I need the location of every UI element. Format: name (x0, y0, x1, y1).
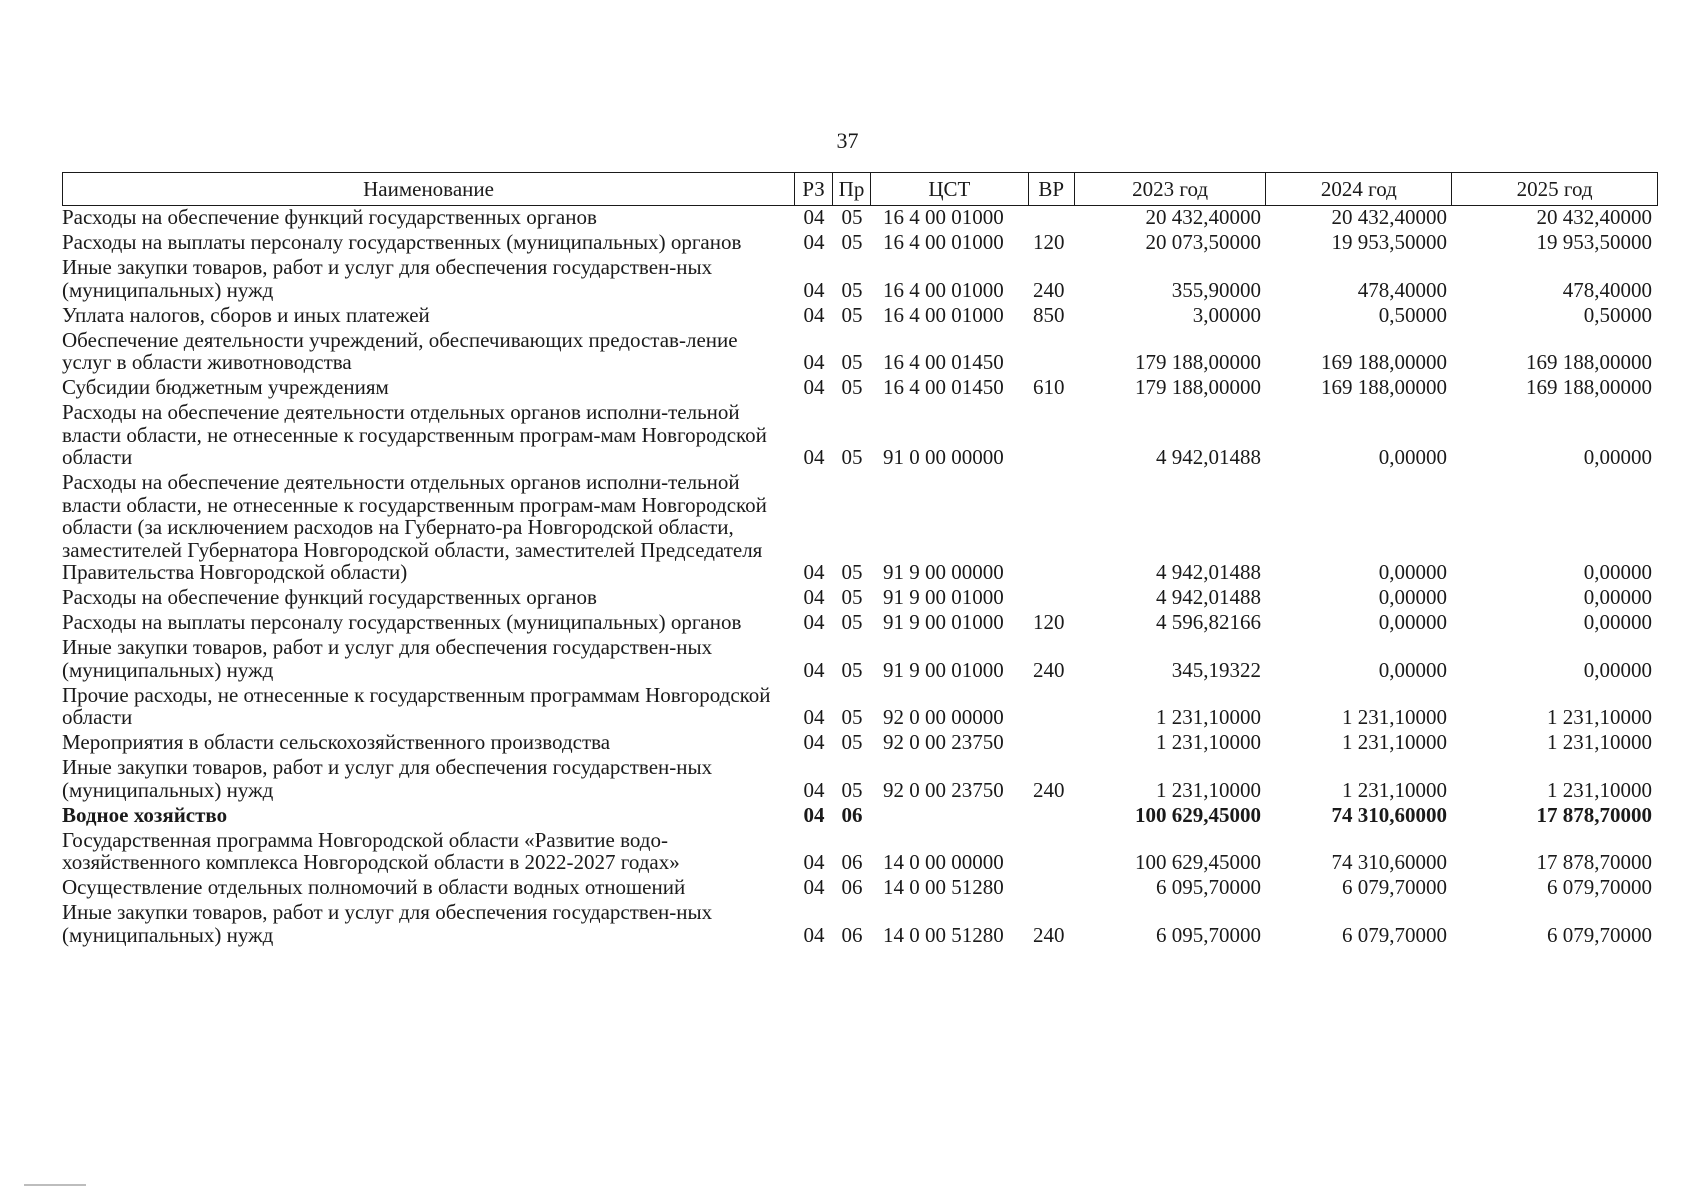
cell-rz: 04 (803, 302, 825, 327)
table-row (62, 731, 1658, 754)
cell-rz: 04 (803, 350, 825, 374)
cell-cst: 16 4 00 01000 (883, 302, 1004, 327)
cell-2023: 3,00000 (1192, 302, 1261, 327)
cell-name: Водное хозяйство (62, 802, 228, 827)
cell-pr: 05 (841, 230, 863, 254)
cell-cst: 16 4 00 01450 (883, 350, 1004, 374)
cell-2023: 4 942,01488 (1156, 585, 1261, 609)
table-row (62, 256, 1658, 301)
cell-rz: 04 (803, 850, 825, 874)
cell-2024: 20 432,40000 (1331, 205, 1447, 229)
cell-name: Обеспечение деятельности учреждений, обеспечивающих предостав-ление услуг в области животноводства (62, 327, 738, 374)
cell-name: Расходы на выплаты персоналу государственных (муниципальных) органов (62, 230, 742, 254)
cell-2025: 0,00000 (1583, 560, 1652, 584)
cell-cst: 14 0 00 51280 (883, 922, 1004, 947)
cell-cst: 16 4 00 01450 (883, 375, 1004, 399)
cell-vr: 240 (1033, 657, 1065, 682)
cell-2024: 0,00000 (1378, 560, 1447, 584)
cell-cst: 91 0 00 00000 (883, 445, 1004, 469)
cell-2025: 20 432,40000 (1536, 205, 1652, 229)
header-2024: 2024 год (1266, 173, 1452, 205)
cell-2023: 20 432,40000 (1145, 205, 1261, 229)
cell-2025: 0,00000 (1583, 610, 1652, 634)
cell-pr: 05 (841, 302, 863, 327)
cell-name: Расходы на обеспечение функций государственных органов (62, 205, 597, 229)
table-row (62, 876, 1658, 899)
cell-2023: 1 231,10000 (1156, 730, 1261, 754)
cell-cst: 16 4 00 01000 (883, 205, 1004, 229)
cell-name: Мероприятия в области сельскохозяйственного производства (62, 730, 611, 754)
cell-rz: 04 (803, 445, 825, 469)
cell-rz: 04 (803, 777, 825, 802)
cell-2023: 4 596,82166 (1156, 610, 1261, 634)
cell-2025: 169 188,00000 (1526, 375, 1652, 399)
table-row (62, 586, 1658, 609)
header-cst: ЦСТ (871, 173, 1029, 205)
cell-2024: 6 079,70000 (1342, 875, 1447, 899)
cell-rz: 04 (803, 705, 825, 729)
table-row (62, 804, 1658, 827)
cell-cst: 14 0 00 51280 (883, 875, 1004, 899)
cell-pr: 06 (841, 875, 863, 899)
cell-2024: 169 188,00000 (1321, 350, 1447, 374)
cell-2025: 6 079,70000 (1547, 922, 1652, 947)
cell-cst: 92 0 00 00000 (883, 705, 1004, 729)
scan-artifact (24, 1184, 86, 1186)
cell-pr: 05 (841, 657, 863, 682)
cell-name: Расходы на обеспечение функций государственных органов (62, 585, 597, 609)
cell-2023: 4 942,01488 (1156, 560, 1261, 584)
cell-pr: 06 (841, 802, 863, 827)
cell-2025: 478,40000 (1562, 277, 1652, 302)
cell-2025: 1 231,10000 (1547, 777, 1652, 802)
cell-2023: 355,90000 (1171, 277, 1261, 302)
cell-vr: 610 (1033, 375, 1065, 399)
cell-cst: 92 0 00 23750 (883, 777, 1004, 802)
cell-cst: 91 9 00 00000 (883, 560, 1004, 584)
table-row (62, 401, 1658, 469)
cell-rz: 04 (803, 277, 825, 302)
table-row (62, 471, 1658, 584)
cell-vr: 120 (1033, 610, 1065, 634)
cell-name: Иные закупки товаров, работ и услуг для обеспечения государствен-ных (муниципальных) нужд (62, 900, 713, 947)
cell-2025: 1 231,10000 (1547, 730, 1652, 754)
cell-vr: 850 (1033, 302, 1065, 327)
table-row (62, 231, 1658, 254)
cell-2025: 0,00000 (1583, 657, 1652, 682)
cell-pr: 06 (841, 850, 863, 874)
cell-pr: 05 (841, 777, 863, 802)
table-row (62, 329, 1658, 374)
cell-2024: 478,40000 (1357, 277, 1447, 302)
header-rz: РЗ (795, 173, 833, 205)
cell-pr: 05 (841, 610, 863, 634)
cell-pr: 05 (841, 277, 863, 302)
cell-name: Расходы на обеспечение деятельности отдельных органов исполни-тельной власти области, не отнесенные к государственным програм-мам Новгородской области (за исключением расходов на Губернато-ра Новгородской области, заместителей Губернатора Новгородской области, заместителей Председателя Правительства Новгородской области) (62, 470, 767, 584)
cell-rz: 04 (803, 802, 825, 827)
cell-2024: 19 953,50000 (1331, 230, 1447, 254)
cell-pr: 05 (841, 445, 863, 469)
page-number: 37 (836, 128, 859, 153)
cell-rz: 04 (803, 585, 825, 609)
cell-2024: 0,00000 (1378, 610, 1447, 634)
cell-2024: 0,50000 (1378, 302, 1447, 327)
header-2023: 2023 год (1075, 173, 1267, 205)
table-row (62, 756, 1658, 801)
cell-2024: 169 188,00000 (1321, 375, 1447, 399)
cell-2024: 0,00000 (1378, 585, 1447, 609)
header-name: Наименование (63, 173, 795, 205)
cell-rz: 04 (803, 560, 825, 584)
cell-cst: 92 0 00 23750 (883, 730, 1004, 754)
cell-pr: 05 (841, 375, 863, 399)
cell-2025: 0,00000 (1583, 445, 1652, 469)
cell-name: Расходы на обеспечение деятельности отдельных органов исполни-тельной власти области, не отнесенные к государственным програм-мам Новгородской области (62, 400, 767, 469)
cell-2023: 179 188,00000 (1135, 375, 1261, 399)
table-row (62, 376, 1658, 399)
cell-2024: 74 310,60000 (1331, 802, 1447, 827)
cell-vr: 120 (1033, 230, 1065, 254)
cell-name: Уплата налогов, сборов и иных платежей (62, 302, 430, 327)
cell-rz: 04 (803, 375, 825, 399)
header-vr: ВР (1029, 173, 1075, 205)
cell-rz: 04 (803, 875, 825, 899)
cell-pr: 06 (841, 922, 863, 947)
cell-rz: 04 (803, 205, 825, 229)
cell-2023: 20 073,50000 (1145, 230, 1261, 254)
cell-rz: 04 (803, 657, 825, 682)
cell-2025: 19 953,50000 (1536, 230, 1652, 254)
cell-pr: 05 (841, 350, 863, 374)
cell-pr: 05 (841, 730, 863, 754)
cell-pr: 05 (841, 705, 863, 729)
cell-name: Иные закупки товаров, работ и услуг для обеспечения государствен-ных (муниципальных) нужд (62, 755, 713, 802)
table-row (62, 304, 1658, 327)
cell-2024: 1 231,10000 (1342, 705, 1447, 729)
table-row (62, 829, 1658, 874)
cell-2025: 1 231,10000 (1547, 705, 1652, 729)
cell-2023: 345,19322 (1171, 657, 1261, 682)
cell-vr: 240 (1033, 922, 1065, 947)
cell-name: Осуществление отдельных полномочий в области водных отношений (62, 875, 686, 899)
cell-2025: 17 878,70000 (1536, 850, 1652, 874)
cell-2023: 100 629,45000 (1135, 850, 1261, 874)
cell-2025: 0,00000 (1583, 585, 1652, 609)
cell-2024: 0,00000 (1378, 445, 1447, 469)
cell-vr: 240 (1033, 277, 1065, 302)
table-row (62, 636, 1658, 681)
cell-2024: 6 079,70000 (1342, 922, 1447, 947)
cell-2023: 6 095,70000 (1156, 922, 1261, 947)
cell-cst: 14 0 00 00000 (883, 850, 1004, 874)
table-body (62, 206, 1658, 946)
cell-2023: 1 231,10000 (1156, 705, 1261, 729)
cell-2024: 1 231,10000 (1342, 730, 1447, 754)
cell-2023: 6 095,70000 (1156, 875, 1261, 899)
cell-name: Расходы на выплаты персоналу государственных (муниципальных) органов (62, 610, 742, 634)
cell-cst: 91 9 00 01000 (883, 657, 1004, 682)
cell-pr: 05 (841, 585, 863, 609)
cell-pr: 05 (841, 560, 863, 584)
cell-2024: 1 231,10000 (1342, 777, 1447, 802)
cell-cst: 16 4 00 01000 (883, 230, 1004, 254)
cell-name: Государственная программа Новгородской области «Развитие водо-хозяйственного комплекса Новгородской области в 2022-2027 годах» (62, 827, 680, 874)
cell-2023: 179 188,00000 (1135, 350, 1261, 374)
table-row (62, 611, 1658, 634)
cell-rz: 04 (803, 730, 825, 754)
cell-cst: 91 9 00 01000 (883, 610, 1004, 634)
cell-name: Иные закупки товаров, работ и услуг для обеспечения государствен-ных (муниципальных) нужд (62, 635, 713, 682)
cell-vr: 240 (1033, 777, 1065, 802)
cell-name: Субсидии бюджетным учреждениям (62, 375, 389, 399)
cell-cst: 16 4 00 01000 (883, 277, 1004, 302)
cell-2025: 169 188,00000 (1526, 350, 1652, 374)
header-pr: Пр (833, 173, 871, 205)
cell-name: Прочие расходы, не отнесенные к государственным программам Новгородской области (62, 682, 771, 729)
cell-rz: 04 (803, 922, 825, 947)
cell-name: Иные закупки товаров, работ и услуг для обеспечения государствен-ных (муниципальных) нужд (62, 255, 713, 302)
table-row (62, 206, 1658, 229)
cell-cst: 91 9 00 01000 (883, 585, 1004, 609)
table-row (62, 901, 1658, 946)
cell-2025: 0,50000 (1583, 302, 1652, 327)
cell-2024: 0,00000 (1378, 657, 1447, 682)
header-2025: 2025 год (1516, 176, 1593, 201)
cell-2025: 6 079,70000 (1547, 875, 1652, 899)
table-row (62, 684, 1658, 729)
cell-2024: 74 310,60000 (1331, 850, 1447, 874)
table-header (62, 172, 1658, 206)
cell-2023: 1 231,10000 (1156, 777, 1261, 802)
cell-rz: 04 (803, 230, 825, 254)
cell-2023: 4 942,01488 (1156, 445, 1261, 469)
cell-pr: 05 (841, 205, 863, 229)
cell-2023: 100 629,45000 (1135, 802, 1261, 827)
cell-rz: 04 (803, 610, 825, 634)
budget-table (62, 172, 1658, 946)
cell-2025: 17 878,70000 (1536, 802, 1652, 827)
